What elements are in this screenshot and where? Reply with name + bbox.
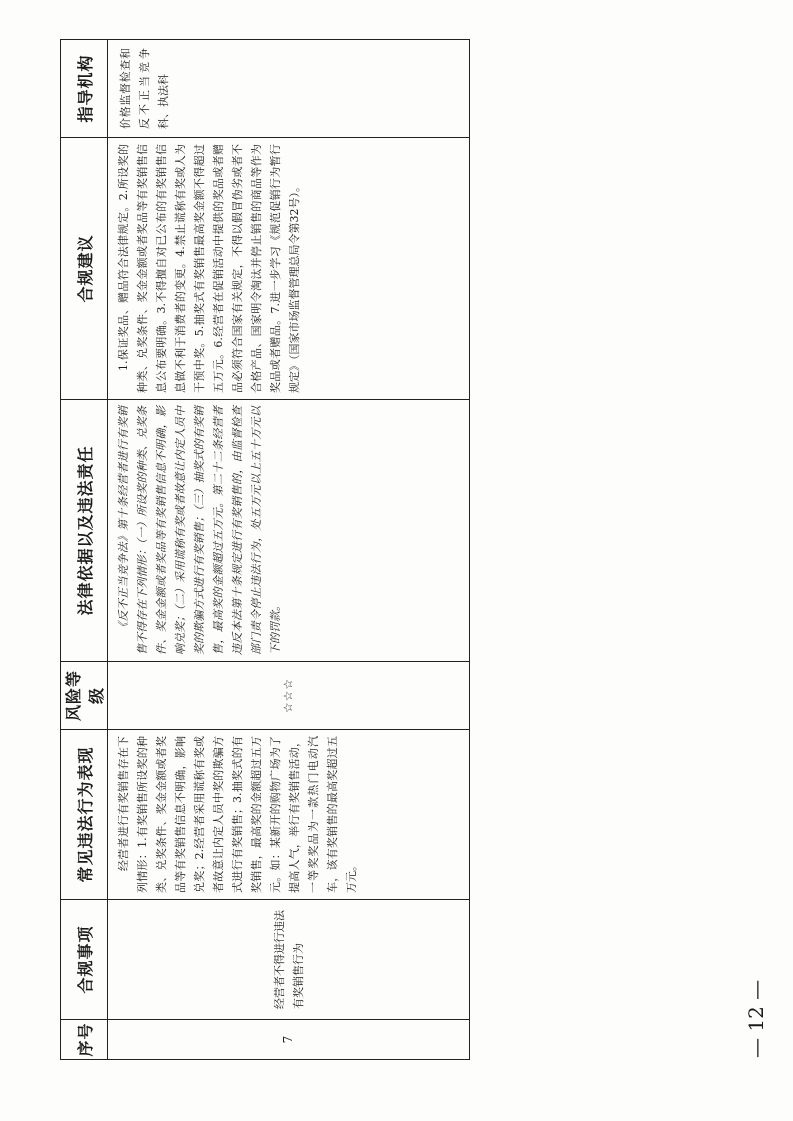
page-number: — 12 —	[744, 979, 768, 1058]
rotated-table-container	[60, 40, 470, 1060]
header-row	[61, 40, 108, 1060]
cell-behavior: 经营者进行有奖销售存在下列情形：1.有奖销售所设奖的种类、兑奖条件、奖金金额或者奖品等有奖销售信息不明确，影响兑奖；2.经营者采用谎称有奖或者故意让内定人员中奖的欺骗方式进行有奖销售；3.抽奖式的有奖销售，最高奖的金额超过五万元。如：某新开的购物广场为了提高人气，举行有奖销售活动，一等奖奖品为一款热门电动汽车，该有奖销售的最高奖超过五万元。	[108, 730, 470, 900]
cell-law: 《反不正当竞争法》第十条经营者进行有奖销售不得存在下列情形：（一）所设奖的种类、兑奖条件、奖金金额或者奖品等有奖销售信息不明确，影响兑奖；（二）采用谎称有奖或者故意让内定人员中奖的欺骗方式进行有奖销售；（三）抽奖式的有奖销售，最高奖的金额超过五万元。第二十二条经营者违反本法第十条规定进行有奖销售的，由监督检查部门责令停止违法行为，处五万元以上五十万元以下的罚款。	[108, 400, 470, 662]
table-row	[108, 40, 470, 1060]
header-suggestion: 合规建议	[61, 138, 108, 400]
header-item: 合规事项	[61, 900, 108, 1020]
compliance-table	[60, 39, 470, 1060]
cell-risk-stars: ☆☆☆	[108, 662, 470, 730]
cell-suggestion: 1.保证奖品、赠品符合法律规定。2.所设奖的种类、兑奖条件、奖金金额或者奖品等有奖销售信息公布要明确。3.不得擅自对已公布的有奖销售信息做不利于消费者的变更。4.禁止谎称有奖或人为干预中奖。5.抽奖式有奖销售最高奖金额不得超过五万元。6.经营者在促销活动中提供的奖品或者赠品必须符合国家有关规定，不得以假冒伪劣或者不合格产品、国家明令淘汰并停止销售的商品等作为奖品或者赠品。7.进一步学习《规范促销行为暂行规定》（国家市场监督管理总局令第32号）。	[108, 138, 470, 400]
cell-seq: 7	[108, 1020, 470, 1060]
cell-item: 经营者不得进行违法有奖销售行为	[108, 900, 470, 1020]
header-behavior: 常见违法行为表现	[61, 730, 108, 900]
cell-guide: 价格监督检查和反不正当竞争科、执法科	[108, 40, 470, 138]
header-seq: 序号	[61, 1020, 108, 1060]
header-law: 法律依据以及违法责任	[61, 400, 108, 662]
header-risk: 风险等级	[61, 662, 108, 730]
header-guide: 指导机构	[61, 40, 108, 138]
